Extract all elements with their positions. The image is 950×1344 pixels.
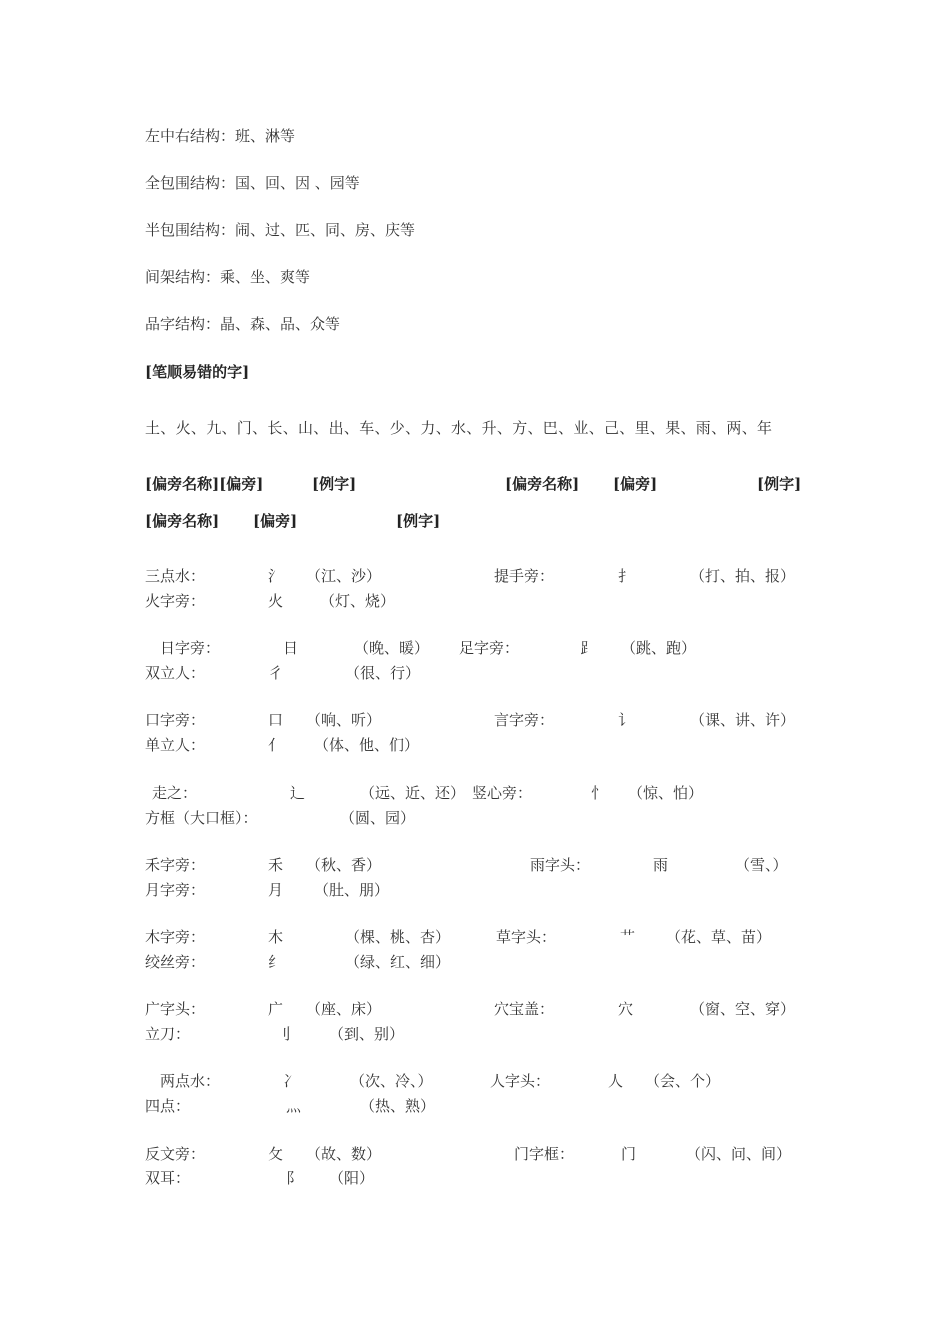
radical-glyph: 火 bbox=[268, 592, 284, 610]
header-example: [例字] bbox=[396, 512, 441, 530]
radical-glyph: 日 bbox=[283, 639, 299, 657]
radical-glyph: 木 bbox=[268, 928, 284, 946]
radical-name: 足字旁： bbox=[459, 639, 520, 657]
radical-name: 两点水： bbox=[160, 1072, 221, 1090]
radical-glyph: 刂 bbox=[276, 1025, 292, 1043]
radical-examples: （窗、空、穿） bbox=[690, 1000, 796, 1018]
stroke-order-heading: [笔顺易错的字] bbox=[145, 363, 250, 381]
radical-name: 双耳： bbox=[145, 1169, 191, 1187]
stroke-order-chars: 土、火、九、门、长、山、出、车、少、力、水、升、方、巴、业、己、里、果、雨、两、年 bbox=[145, 419, 773, 437]
radical-name: 言字旁： bbox=[494, 711, 555, 729]
radical-glyph: 忄 bbox=[591, 784, 607, 802]
radical-name: 方框（大口框）： bbox=[145, 809, 258, 827]
radical-glyph: 禾 bbox=[268, 856, 284, 874]
radical-glyph: 亻 bbox=[268, 736, 284, 754]
radical-glyph: 口 bbox=[268, 711, 284, 729]
structure-line: 全包围结构：国、回、因 、园等 bbox=[145, 174, 360, 192]
radical-examples: （会、个） bbox=[645, 1072, 721, 1090]
radical-name: 立刀： bbox=[145, 1025, 191, 1043]
radical-name: 木字旁： bbox=[145, 928, 206, 946]
header-name: [偏旁名称] bbox=[145, 512, 220, 530]
structure-line: 品字结构：晶、森、品、众等 bbox=[145, 315, 341, 333]
radical-examples: （晚、暖） bbox=[354, 639, 430, 657]
radical-examples: （次、冷、） bbox=[350, 1072, 433, 1090]
radical-name: 火字旁： bbox=[145, 592, 206, 610]
radical-name: 反文旁： bbox=[145, 1145, 206, 1163]
radical-examples: （江、沙） bbox=[306, 567, 382, 585]
radical-name: 竖心旁： bbox=[472, 784, 533, 802]
radical-examples: （打、拍、报） bbox=[690, 567, 796, 585]
radical-glyph: 人 bbox=[608, 1072, 624, 1090]
radical-name: 门字框： bbox=[514, 1145, 575, 1163]
radical-glyph: 冫 bbox=[283, 1072, 299, 1090]
radical-glyph: 扌 bbox=[618, 567, 634, 585]
radical-glyph: 门 bbox=[621, 1145, 637, 1163]
radical-glyph: 灬 bbox=[286, 1097, 302, 1115]
radical-name: 人字头： bbox=[490, 1072, 551, 1090]
radical-glyph: ⻊ bbox=[580, 639, 596, 657]
radical-examples: （体、他、们） bbox=[314, 736, 420, 754]
radical-name: 穴宝盖： bbox=[494, 1000, 555, 1018]
radical-examples: （棵、桃、杏） bbox=[345, 928, 451, 946]
radical-name: 提手旁： bbox=[494, 567, 555, 585]
radical-examples: （响、听） bbox=[306, 711, 382, 729]
header-name: [偏旁名称] bbox=[505, 475, 580, 493]
radical-glyph: 穴 bbox=[618, 1000, 634, 1018]
radical-examples: （很、行） bbox=[345, 664, 421, 682]
radical-glyph: 辶 bbox=[290, 784, 306, 802]
radical-name: 单立人： bbox=[145, 736, 206, 754]
radical-name: 四点： bbox=[145, 1097, 191, 1115]
radical-examples: （到、别） bbox=[329, 1025, 405, 1043]
radical-name: 双立人： bbox=[145, 664, 206, 682]
structure-line: 左中右结构：班、淋等 bbox=[145, 127, 296, 145]
header-radical: [偏旁] bbox=[253, 512, 298, 530]
radical-glyph: 讠 bbox=[618, 711, 634, 729]
radical-name: 口字旁： bbox=[145, 711, 206, 729]
radical-examples: （跳、跑） bbox=[621, 639, 697, 657]
radical-examples: （惊、怕） bbox=[628, 784, 704, 802]
header-example: [例字] bbox=[757, 475, 802, 493]
radical-name: 广字头： bbox=[145, 1000, 206, 1018]
radical-name: 绞丝旁： bbox=[145, 953, 206, 971]
radical-examples: （肚、朋） bbox=[314, 881, 390, 899]
header-example: [例字] bbox=[312, 475, 357, 493]
radical-name: 日字旁： bbox=[160, 639, 221, 657]
structure-line: 间架结构：乘、坐、爽等 bbox=[145, 268, 311, 286]
radical-examples: （绿、红、细） bbox=[345, 953, 451, 971]
radical-examples: （秋、香） bbox=[306, 856, 382, 874]
radical-glyph: 艹 bbox=[620, 928, 636, 946]
radical-glyph: 氵 bbox=[268, 567, 284, 585]
radical-examples: （阳） bbox=[329, 1169, 375, 1187]
header-radical: [偏旁] bbox=[613, 475, 658, 493]
radical-name: 草字头： bbox=[496, 928, 557, 946]
radical-name: 走之： bbox=[152, 784, 198, 802]
radical-glyph: 攵 bbox=[268, 1145, 284, 1163]
radical-examples: （闪、问、间） bbox=[686, 1145, 792, 1163]
radical-glyph: 彳 bbox=[268, 664, 284, 682]
radical-examples: （灯、烧） bbox=[320, 592, 396, 610]
radical-name: 禾字旁： bbox=[145, 856, 206, 874]
radical-glyph: 阝 bbox=[286, 1169, 302, 1187]
radical-examples: （雪、） bbox=[735, 856, 788, 874]
radical-name: 月字旁： bbox=[145, 881, 206, 899]
radical-examples: （座、床） bbox=[306, 1000, 382, 1018]
radical-glyph: 纟 bbox=[268, 953, 284, 971]
header-name-radical: [偏旁名称][偏旁] bbox=[145, 475, 264, 493]
radical-examples: （花、草、苗） bbox=[666, 928, 772, 946]
radical-examples: （课、讲、许） bbox=[690, 711, 796, 729]
radical-glyph: 广 bbox=[268, 1000, 284, 1018]
radical-name: 雨字头： bbox=[530, 856, 591, 874]
radical-name: 三点水： bbox=[145, 567, 206, 585]
radical-glyph: 月 bbox=[268, 881, 284, 899]
radical-examples: （热、熟） bbox=[360, 1097, 436, 1115]
radical-examples: （远、近、还） bbox=[360, 784, 466, 802]
radical-examples: （故、数） bbox=[306, 1145, 382, 1163]
structure-line: 半包围结构：闹、过、匹、同、房、庆等 bbox=[145, 221, 416, 239]
radical-glyph: 雨 bbox=[653, 856, 669, 874]
radical-examples: （圆、园） bbox=[340, 809, 416, 827]
